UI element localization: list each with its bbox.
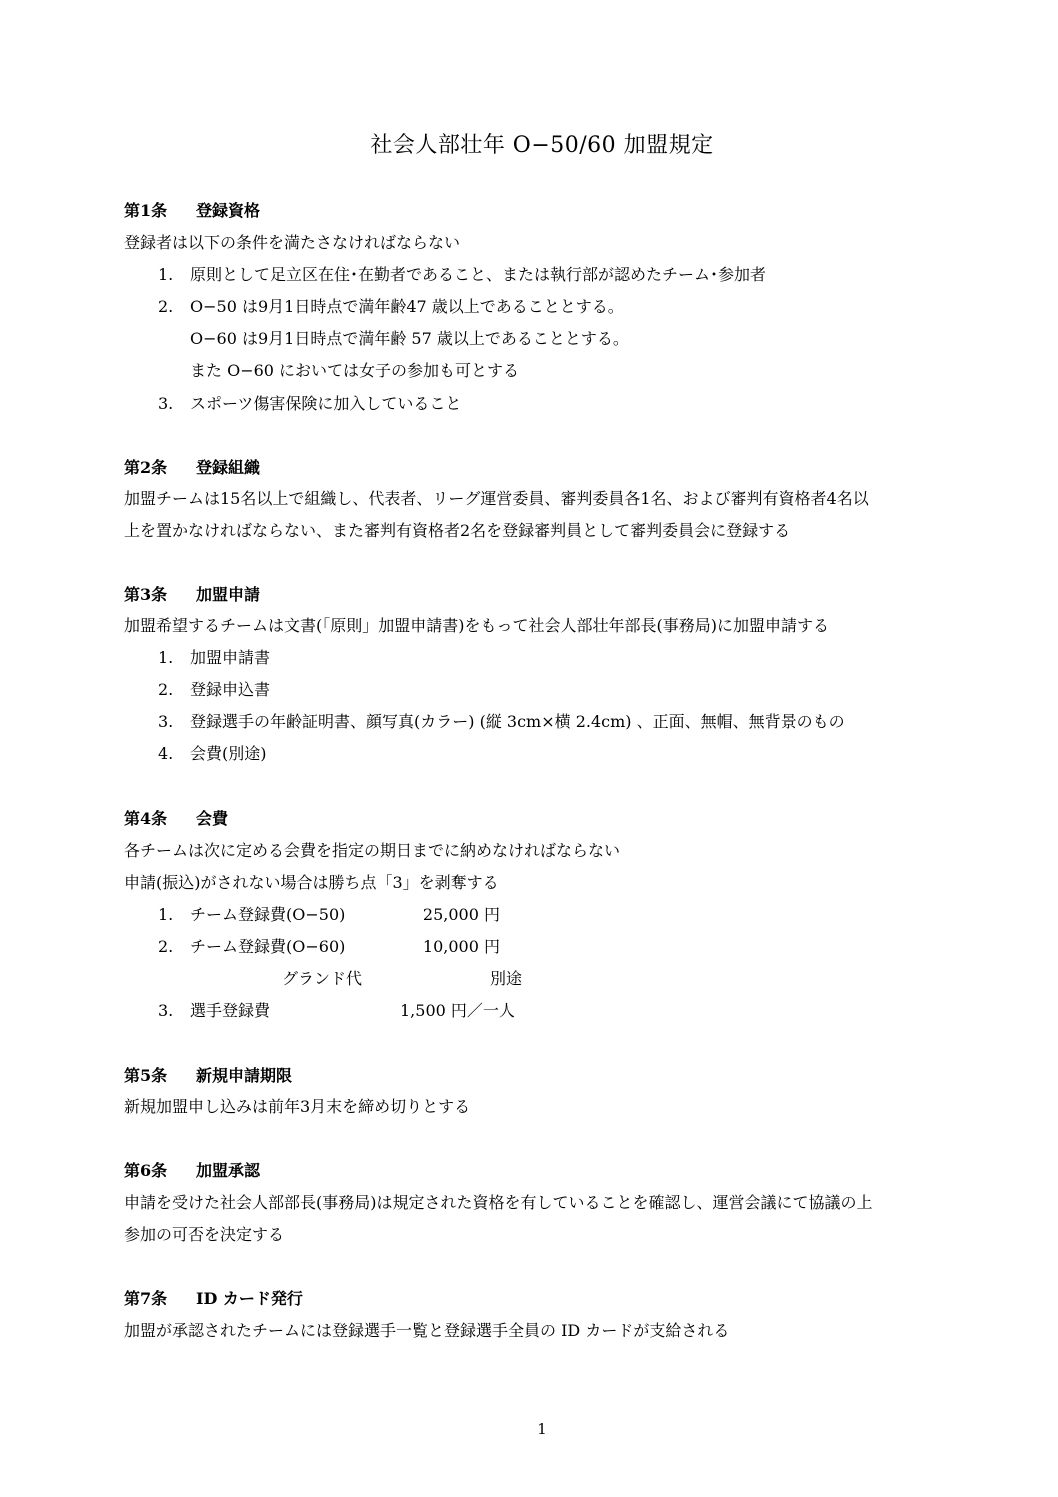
article-7-number: 第7条 [124, 1289, 168, 1308]
fee-amount: 1,500 円／一人 [400, 1001, 515, 1020]
article-1-item: 1. 原則として足立区在住･在勤者であること、または執行部が認めたチーム･参加者 [158, 265, 767, 284]
page-number: 1 [537, 1420, 547, 1438]
fee-number: 2. [158, 937, 174, 956]
fee-amount: 25,000 円 [422, 905, 500, 924]
fee-amount: 別途 [489, 969, 522, 988]
article-6-text: 申請を受けた社会人部部長(事務局)は規定された資格を有していることを確認し、運営会議にて協議の上 [124, 1193, 873, 1212]
article-1-heading [124, 201, 260, 221]
article-3-item: 3. 登録選手の年齢証明書、顔写真(カラー) (縦 3cm×横 2.4cm) 、正面、無帽、無背景のもの [158, 712, 845, 731]
article-7-name: ID カード発行 [196, 1289, 303, 1308]
article-1-item: 2. O−50 は9月1日時点で満年齢47 歳以上であることとする。 [158, 297, 624, 316]
article-3-item: 1. 加盟申請書 [158, 648, 271, 667]
article-4-name: 会費 [196, 809, 229, 828]
article-4-text: 各チームは次に定める会費を指定の期日までに納めなければならない [124, 841, 621, 860]
article-1-number: 第1条 [124, 201, 168, 220]
article-6-name: 加盟承認 [196, 1161, 261, 1180]
fee-amount: 10,000 円 [422, 937, 500, 956]
article-1-item: O−60 は9月1日時点で満年齢 57 歳以上であることとする。 [190, 329, 629, 348]
article-5-number: 第5条 [124, 1066, 168, 1085]
article-3-heading [124, 585, 260, 605]
article-5-heading [124, 1066, 292, 1086]
fee-number: 3. [158, 1001, 174, 1020]
article-2-name: 登録組織 [196, 458, 261, 477]
article-3-item: 2. 登録申込書 [158, 680, 271, 699]
article-6-number: 第6条 [124, 1161, 168, 1180]
article-5-name: 新規申請期限 [196, 1066, 293, 1085]
article-2-text: 加盟チームは15名以上で組織し、代表者、リーグ運営委員、審判委員各1名、および審判有資格者4名以 [124, 489, 869, 508]
article-1-item: また O−60 においては女子の参加も可とする [190, 361, 520, 380]
article-3-intro: 加盟希望するチームは文書(「原則」加盟申請書)をもって社会人部壮年部長(事務局)に加盟申請する [124, 616, 829, 635]
article-7-text: 加盟が承認されたチームには登録選手一覧と登録選手全員の ID カードが支給される [124, 1321, 730, 1340]
article-3-number: 第3条 [124, 585, 168, 604]
fee-label: チーム登録費(O−60) [190, 937, 346, 956]
article-2-number: 第2条 [124, 458, 168, 477]
document-title: 社会人部壮年 O−50/60 加盟規定 [370, 133, 714, 158]
article-4-text: 申請(振込)がされない場合は勝ち点「3」を剥奪する [124, 873, 499, 892]
article-2-text: 上を置かなければならない、また審判有資格者2名を登録審判員として審判委員会に登録する [124, 521, 791, 540]
fee-number: 1. [158, 905, 174, 924]
article-4-number: 第4条 [124, 809, 168, 828]
article-6-text: 参加の可否を決定する [124, 1225, 285, 1244]
fee-label: チーム登録費(O−50) [190, 905, 346, 924]
fee-label: 選手登録費 [190, 1001, 271, 1020]
article-5-text: 新規加盟申し込みは前年3月末を締め切りとする [124, 1097, 471, 1116]
article-1-item: 3. スポーツ傷害保険に加入していること [158, 394, 462, 413]
article-3-item: 4. 会費(別途) [158, 744, 267, 763]
article-2-heading [124, 458, 260, 478]
article-4-heading [124, 809, 228, 829]
article-7-heading [124, 1289, 303, 1309]
article-1-intro: 登録者は以下の条件を満たさなければならない [124, 233, 461, 252]
fee-label: グランド代 [282, 969, 363, 988]
article-3-name: 加盟申請 [196, 585, 261, 604]
article-1-name: 登録資格 [196, 201, 261, 220]
article-6-heading [124, 1161, 260, 1181]
